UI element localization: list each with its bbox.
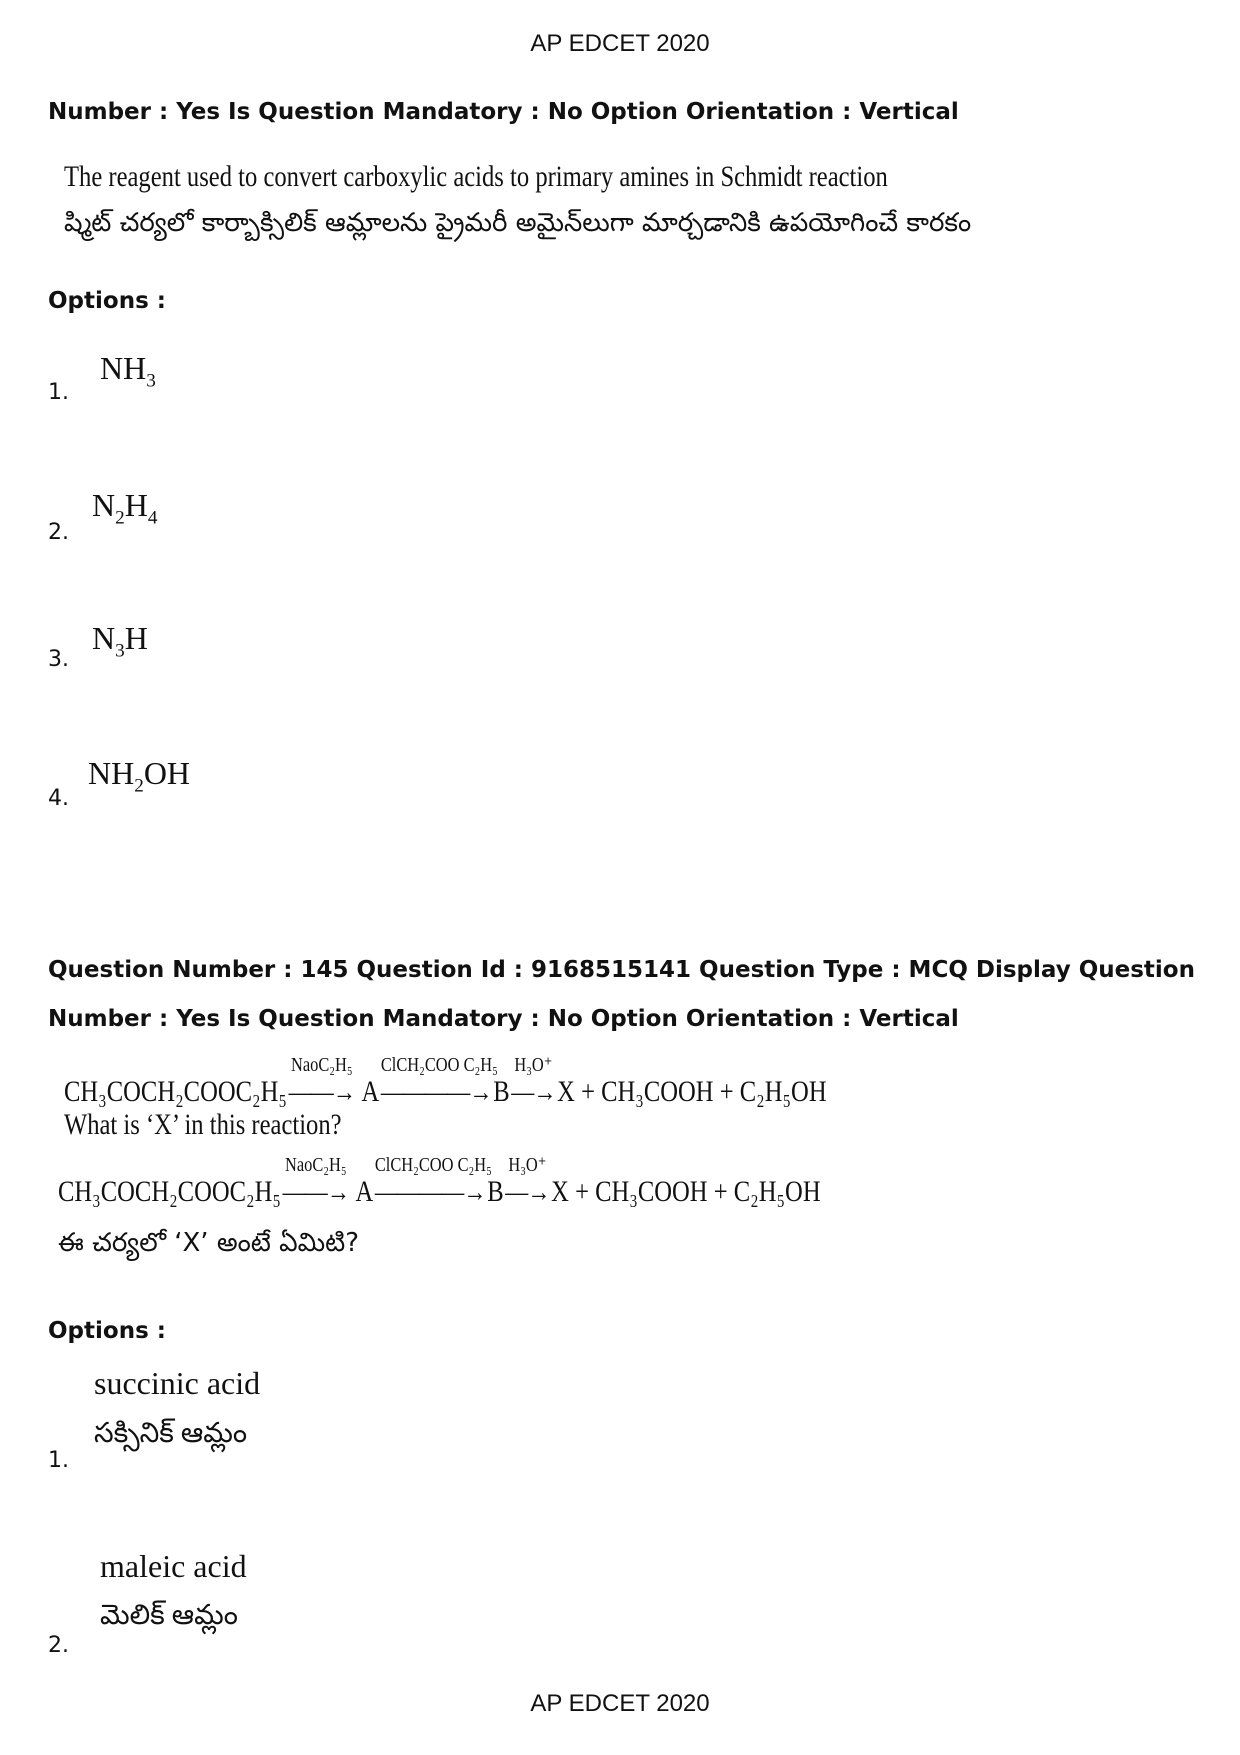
- intermediate-b: B: [493, 1075, 510, 1108]
- q144-option-2-sub: 2: [115, 507, 125, 529]
- q145-meta-line-1: Question Number : 145 Question Id : 9168515141 Question Type : MCQ Display Question: [48, 957, 1195, 983]
- q144-text-en: The reagent used to convert carboxylic acids to primary amines in Schmidt reaction: [64, 160, 888, 193]
- q144-options-label: Options :: [48, 288, 166, 314]
- q145-option-1-te: సక్సినిక్ ఆమ్లం: [94, 1418, 248, 1449]
- q145-option-2-number: 2.: [48, 1633, 69, 1658]
- q145-question-te: ఈ చర్యలో ‘X’ అంటే ఏమిటి?: [58, 1228, 360, 1258]
- q144-option-2-formula: N: [92, 487, 116, 523]
- q144-option-1[interactable]: [100, 350, 156, 392]
- q144-option-4-sub: 2: [134, 775, 144, 797]
- arrow-2: ClCH₂COO C₂H₅ ————→: [374, 1154, 492, 1208]
- page-footer: AP EDCET 2020: [530, 1690, 710, 1717]
- q144-option-3-sub: 3: [115, 640, 125, 662]
- q145-meta-line-2: Number : Yes Is Question Mandatory : No Option Orientation : Vertical: [48, 1006, 959, 1032]
- products: X + CH₃COOH + C₂H₅OH: [557, 1075, 827, 1108]
- reagent-3: H₃O⁺: [514, 1054, 553, 1076]
- q144-option-4-formula: NH: [88, 755, 135, 791]
- q145-option-2-en: maleic acid: [100, 1548, 247, 1584]
- reagent-1: NaoC₂H₅: [285, 1154, 347, 1176]
- q144-option-4-number: 4.: [48, 786, 69, 811]
- q144-option-2[interactable]: [92, 487, 157, 529]
- q145-question-en: What is ‘X’ in this reaction?: [64, 1108, 342, 1141]
- reagent-1: NaoC₂H₅: [291, 1054, 353, 1076]
- reagent-2: ClCH₂COO C₂H₅: [380, 1054, 498, 1076]
- q144-option-4-tail: OH: [143, 755, 191, 791]
- page-header: AP EDCET 2020: [530, 30, 710, 57]
- q144-option-3-tail: H: [124, 620, 148, 656]
- q145-options-label: Options :: [48, 1318, 166, 1344]
- arrow-1: NaoC₂H₅ ——→: [288, 1054, 355, 1108]
- q145-reaction-2: [58, 1154, 821, 1209]
- q144-option-1-sub: 3: [146, 370, 156, 392]
- arrow-1: NaoC₂H₅ ——→: [282, 1154, 349, 1208]
- q144-option-2-sub2: 4: [147, 507, 158, 529]
- arrow-2: ClCH₂COO C₂H₅ ————→: [380, 1054, 498, 1108]
- products: X + CH₃COOH + C₂H₅OH: [551, 1175, 821, 1208]
- reagent-2: ClCH₂COO C₂H₅: [374, 1154, 492, 1176]
- q145-option-1-number: 1.: [48, 1448, 69, 1473]
- q144-option-3-formula: N: [92, 620, 116, 656]
- q145-option-1-en: succinic acid: [94, 1365, 261, 1401]
- q144-option-3[interactable]: [92, 620, 148, 662]
- q144-text-te: ష్మిట్ చర్యలో కార్బాక్సిలిక్ ఆమ్లాలను ప్రైమరీ అమైన్‌లుగా మార్చడానికి ఉపయోగించే కారకం: [64, 208, 972, 238]
- reactant: CH₃COCH₂COOC₂H₅: [58, 1175, 281, 1208]
- intermediate-a: A: [355, 1175, 374, 1208]
- q144-option-2-number: 2.: [48, 520, 69, 545]
- reactant: CH₃COCH₂COOC₂H₅: [64, 1075, 287, 1108]
- arrow-3: H₃O⁺ —→: [511, 1054, 556, 1108]
- q144-option-4[interactable]: [88, 755, 190, 797]
- q144-option-3-number: 3.: [48, 647, 69, 672]
- intermediate-b: B: [487, 1175, 504, 1208]
- intermediate-a: A: [361, 1075, 380, 1108]
- q145-option-2-te: మెలిక్ ఆమ్లం: [100, 1600, 238, 1631]
- q144-option-1-number: 1.: [48, 380, 69, 405]
- reagent-3: H₃O⁺: [508, 1154, 547, 1176]
- q144-option-2-tail: H: [124, 487, 148, 523]
- q144-option-1-formula: NH: [100, 350, 147, 386]
- arrow-3: H₃O⁺ —→: [505, 1154, 550, 1208]
- q144-meta-line: Number : Yes Is Question Mandatory : No Option Orientation : Vertical: [48, 99, 959, 125]
